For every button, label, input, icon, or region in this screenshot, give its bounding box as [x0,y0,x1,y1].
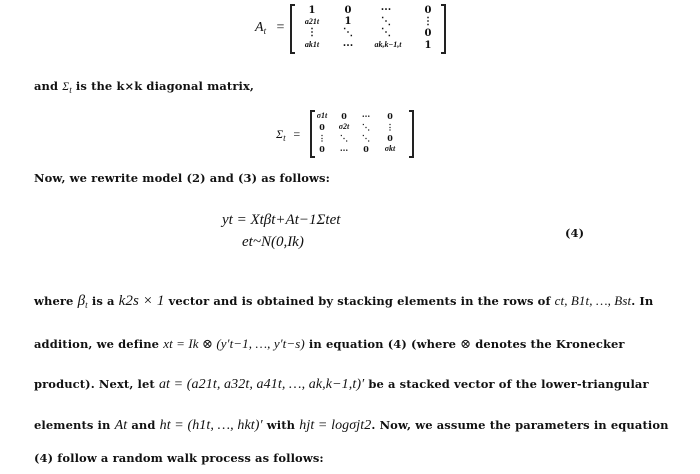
matrix-a-cell: ⋱ [381,27,391,38]
paragraph-line-4: elements in At and ht = (h1t, …, hkt)′ with hjt = logσjt2. Now, we assume the parameters in equation [34,418,669,433]
matrix-a-cell: ... [380,2,392,13]
matrix-a-cell: ⋱ [381,16,391,27]
matrix-sigma-cell: ⋮ [318,133,326,143]
matrix-a-cell: ⋱ [343,27,353,38]
matrix-sigma [310,110,414,158]
matrix-a-cell: 1 [424,40,432,51]
matrix-a-cell: 0 [424,28,432,39]
paragraph-line-1: where $\beta_t$ is a k2s × 1 vector and is obtained by stacking elements in the rows of ct, B1t, …, Bst. In [34,293,654,310]
matrix-a-cell: ... [342,38,354,49]
matrix-a-cell: 0 [344,5,352,16]
text-line-1: and $\Sigma_t$ is the k×k diagonal matrix, [34,79,255,95]
matrix-a-cell: 1 [344,16,352,27]
matrix-sigma-cell: 0 [387,111,393,121]
matrix-sigma-cell: 0 [319,144,325,154]
matrix-a-cell: a21t [304,17,320,26]
text-line-2: Now, we rewrite model (2) and (3) as follows: [34,171,330,185]
matrix-sigma-cell: ... [339,143,349,153]
matrix-a-cell: ⋮ [423,16,433,27]
matrix-sigma-cell: 0 [319,122,325,132]
matrix-sigma-cell: 0 [341,111,347,121]
matrix-a [290,4,446,54]
matrix-sigma-cell: ... [361,109,371,119]
matrix-a-cell: ⋮ [307,27,317,38]
paragraph-line-5: (4) follow a random walk process as follows: [34,451,324,465]
matrix-sigma-cell: ⋮ [386,122,394,132]
matrix-a-cell: ak,k−1,t [374,40,402,49]
paragraph-line-3: product). Next, let at = (a21t, a32t, a41t, …, ak,k−1,t)′ be a stacked vector of the lower-triangular [34,377,649,392]
matrix-sigma-cell: σkt [384,144,396,153]
matrix-sigma-cell: ⋱ [362,122,370,132]
equation-4-line-a: yt = Xtβt+At−1Σtet [222,212,341,228]
matrix-sigma-cell: σ2t [338,122,350,131]
equation-number: (4) [565,226,585,240]
matrix-a-cell: ak1t [304,40,320,49]
matrix-sigma-cell: σ1t [316,111,328,120]
matrix-sigma-cell: 0 [363,144,369,154]
matrix-a-cell: 1 [308,5,316,16]
matrix-a-lhs: $A_t$ = [255,20,286,36]
matrix-sigma-cell: ⋱ [362,133,370,143]
equation-4-line-b: et~N(0,Ik) [242,234,304,250]
matrix-sigma-cell: ⋱ [340,133,348,143]
matrix-sigma-cell: 0 [387,133,393,143]
matrix-a-cell: 0 [424,5,432,16]
paragraph-line-2: addition, we define xt = Ik ⊗ (y′t−1, …, y′t−s) in equation (4) (where ⊗ denotes the Kronecker [34,336,625,351]
matrix-sigma-lhs: $\Sigma_t$ = [276,127,301,143]
